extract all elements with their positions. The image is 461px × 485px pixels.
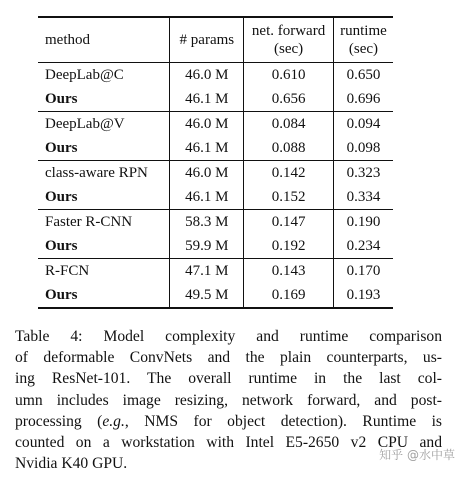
- cell-method: Ours: [45, 90, 78, 107]
- table-row: [38, 234, 393, 259]
- table-row: [38, 185, 393, 210]
- cell-net-forward: 0.656: [244, 87, 334, 112]
- cell-params: 46.1 M: [170, 136, 244, 161]
- cell-net-forward: 0.088: [244, 136, 334, 161]
- cell-params: 58.3 M: [170, 210, 244, 235]
- caption-line-3: ing ResNet-101. The overall runtime in the last col-: [15, 370, 442, 388]
- cell-params: 46.1 M: [170, 87, 244, 112]
- complexity-table-container: [38, 16, 393, 309]
- caption-line: [15, 368, 442, 389]
- cell-net-forward: 0.142: [244, 161, 334, 186]
- cell-method: class-aware RPN: [38, 161, 170, 186]
- table-body: [38, 63, 393, 309]
- cell-method: Ours: [45, 237, 78, 254]
- caption-line-7: Nvidia K40 GPU.: [15, 455, 128, 473]
- caption-line: [15, 390, 442, 411]
- table-row: [38, 112, 393, 137]
- cell-net-forward: 0.143: [244, 259, 334, 284]
- table-row: [38, 161, 393, 186]
- cell-net-forward: 0.147: [244, 210, 334, 235]
- complexity-runtime-table: [38, 16, 393, 309]
- table-row: [38, 63, 393, 88]
- cell-net-forward: 0.610: [244, 63, 334, 88]
- cell-method: DeepLab@V: [38, 112, 170, 137]
- caption-line: [15, 411, 442, 432]
- cell-runtime: 0.696: [333, 87, 393, 112]
- caption-line-6: counted on a workstation with Intel E5-2650 v2 CPU and: [15, 434, 442, 452]
- cell-runtime: 0.234: [333, 234, 393, 259]
- header-method: [38, 17, 170, 63]
- cell-runtime: 0.190: [333, 210, 393, 235]
- cell-method: DeepLab@C: [45, 66, 124, 83]
- cell-runtime: 0.170: [333, 259, 393, 284]
- header-params-label: # params: [179, 32, 235, 48]
- cell-net-forward: 0.192: [244, 234, 334, 259]
- cell-net-forward: 0.169: [244, 283, 334, 308]
- header-runtime-line1: runtime: [340, 23, 387, 39]
- cell-method: Ours: [45, 188, 78, 205]
- watermark-text: 知乎 @水中草: [379, 448, 455, 462]
- header-forward-line1: net. forward: [251, 23, 326, 39]
- header-runtime: [333, 17, 393, 63]
- header-method-label: method: [45, 32, 90, 48]
- caption-line: [15, 432, 442, 453]
- caption-line-4: umn includes image resizing, network forward, and post-: [15, 391, 442, 409]
- caption-line: [15, 347, 442, 368]
- cell-runtime: 0.094: [333, 112, 393, 137]
- header-params: [170, 17, 244, 63]
- cell-runtime: 0.334: [333, 185, 393, 210]
- cell-params: 59.9 M: [170, 234, 244, 259]
- cell-params: 46.0 M: [170, 112, 244, 137]
- cell-method: Ours: [38, 283, 170, 308]
- cell-runtime: 0.098: [333, 136, 393, 161]
- table-row: [38, 259, 393, 284]
- table-row: [38, 87, 393, 112]
- caption-line-1: Table 4: Model complexity and runtime comparison: [15, 328, 442, 345]
- caption-line: [15, 453, 442, 474]
- cell-params: 46.0 M: [170, 161, 244, 186]
- header-net-forward: [244, 17, 334, 63]
- cell-net-forward: 0.152: [244, 185, 334, 210]
- cell-params: 47.1 M: [170, 259, 244, 284]
- table-row: [38, 136, 393, 161]
- caption-line-5: processing (e.g., NMS for object detection). Runtime is: [15, 412, 442, 430]
- table-header-row: [38, 17, 393, 63]
- cell-params: 46.1 M: [170, 185, 244, 210]
- caption-line-2: of deformable ConvNets and the plain counterparts, us-: [15, 349, 442, 367]
- cell-method: Ours: [45, 139, 78, 156]
- table-row: [38, 210, 393, 235]
- cell-net-forward: 0.084: [244, 112, 334, 137]
- caption-line: [15, 326, 442, 347]
- header-forward-line2: (sec): [273, 41, 304, 57]
- table-row: [38, 283, 393, 308]
- cell-params: 49.5 M: [170, 283, 244, 308]
- header-runtime-line2: (sec): [348, 41, 379, 57]
- cell-runtime: 0.323: [333, 161, 393, 186]
- table-caption: [15, 326, 442, 474]
- cell-method: Faster R-CNN: [38, 210, 170, 235]
- cell-params: 46.0 M: [170, 63, 244, 88]
- cell-runtime: 0.193: [333, 283, 393, 308]
- cell-runtime: 0.650: [333, 63, 393, 88]
- cell-method: R-FCN: [38, 259, 170, 284]
